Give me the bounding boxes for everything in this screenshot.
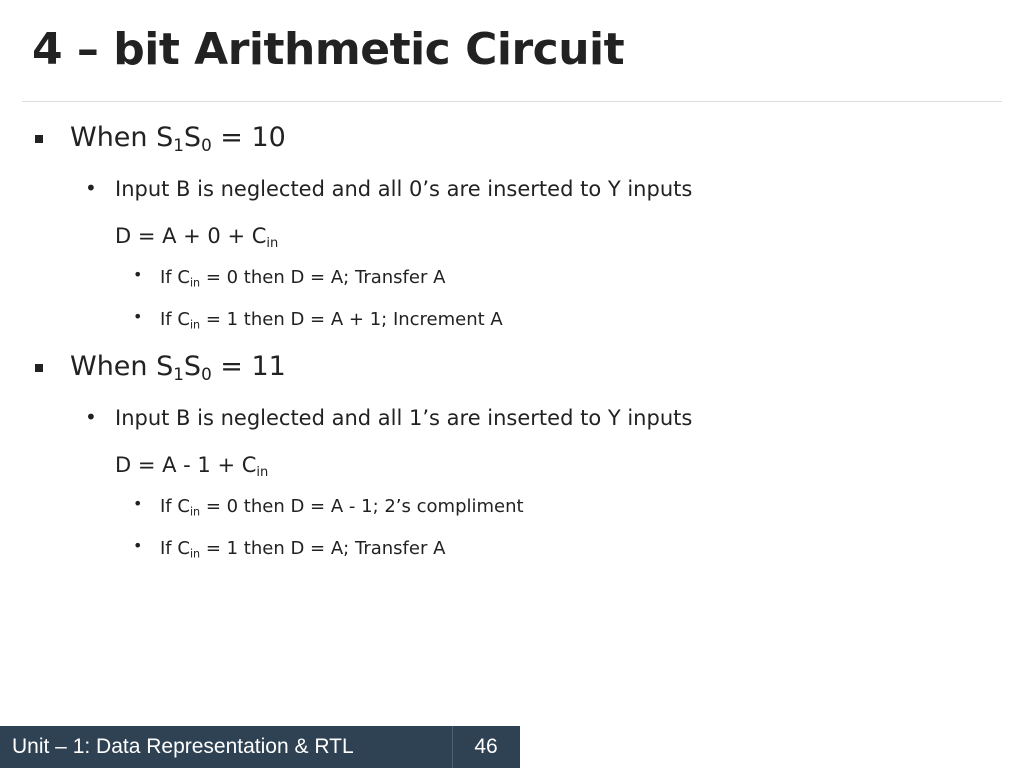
case-prefix: If C [160, 309, 190, 330]
round-bullet-icon: • [85, 176, 97, 200]
heading-suffix: = 11 [211, 351, 286, 382]
heading-prefix: When S [70, 351, 174, 382]
heading-s: S [183, 122, 202, 153]
round-bullet-icon: • [133, 494, 143, 513]
case-line [160, 267, 445, 288]
case-line [160, 309, 503, 330]
round-bullet-icon: • [133, 307, 143, 326]
bullet-text: Input B is neglected and all 1’s are inserted to Y inputs [115, 406, 693, 430]
heading-suffix: = 10 [211, 122, 286, 153]
square-bullet-icon [35, 364, 43, 372]
equation-subscript: in [266, 235, 279, 251]
case-subscript: in [189, 276, 201, 290]
equation [115, 453, 269, 480]
heading-prefix: When S [70, 122, 174, 153]
subscript-0: 0 [201, 364, 212, 385]
case-line [160, 538, 445, 559]
round-bullet-icon: • [133, 265, 143, 284]
case-subscript: in [189, 505, 201, 519]
case-subscript: in [189, 318, 201, 332]
slide-title: 4 – bit Arithmetic Circuit [32, 24, 625, 75]
case-text: = 1 then D = A; Transfer A [200, 538, 446, 559]
case-prefix: If C [160, 538, 190, 559]
subscript-0: 0 [201, 135, 212, 156]
subscript-1: 1 [173, 135, 184, 156]
case-line [160, 496, 524, 517]
subscript-1: 1 [173, 364, 184, 385]
equation [115, 224, 279, 251]
case-text: = 0 then D = A - 1; 2’s compliment [200, 496, 524, 517]
section-heading-s1s0-10 [70, 122, 286, 156]
section-heading-s1s0-11 [70, 351, 286, 385]
title-divider [22, 101, 1002, 102]
case-prefix: If C [160, 267, 190, 288]
case-text: = 0 then D = A; Transfer A [200, 267, 446, 288]
equation-subscript: in [256, 464, 269, 480]
round-bullet-icon: • [85, 405, 97, 429]
bullet-text: Input B is neglected and all 0’s are inserted to Y inputs [115, 177, 693, 201]
case-prefix: If C [160, 496, 190, 517]
square-bullet-icon [35, 135, 43, 143]
heading-s: S [183, 351, 202, 382]
page-number: 46 [474, 735, 498, 758]
slide-footer [0, 726, 520, 768]
equation-main: D = A - 1 + C [115, 453, 257, 477]
footer-label: Unit – 1: Data Representation & RTL [12, 735, 354, 758]
case-subscript: in [189, 547, 201, 561]
round-bullet-icon: • [133, 536, 143, 555]
equation-main: D = A + 0 + C [115, 224, 267, 248]
case-text: = 1 then D = A + 1; Increment A [200, 309, 503, 330]
